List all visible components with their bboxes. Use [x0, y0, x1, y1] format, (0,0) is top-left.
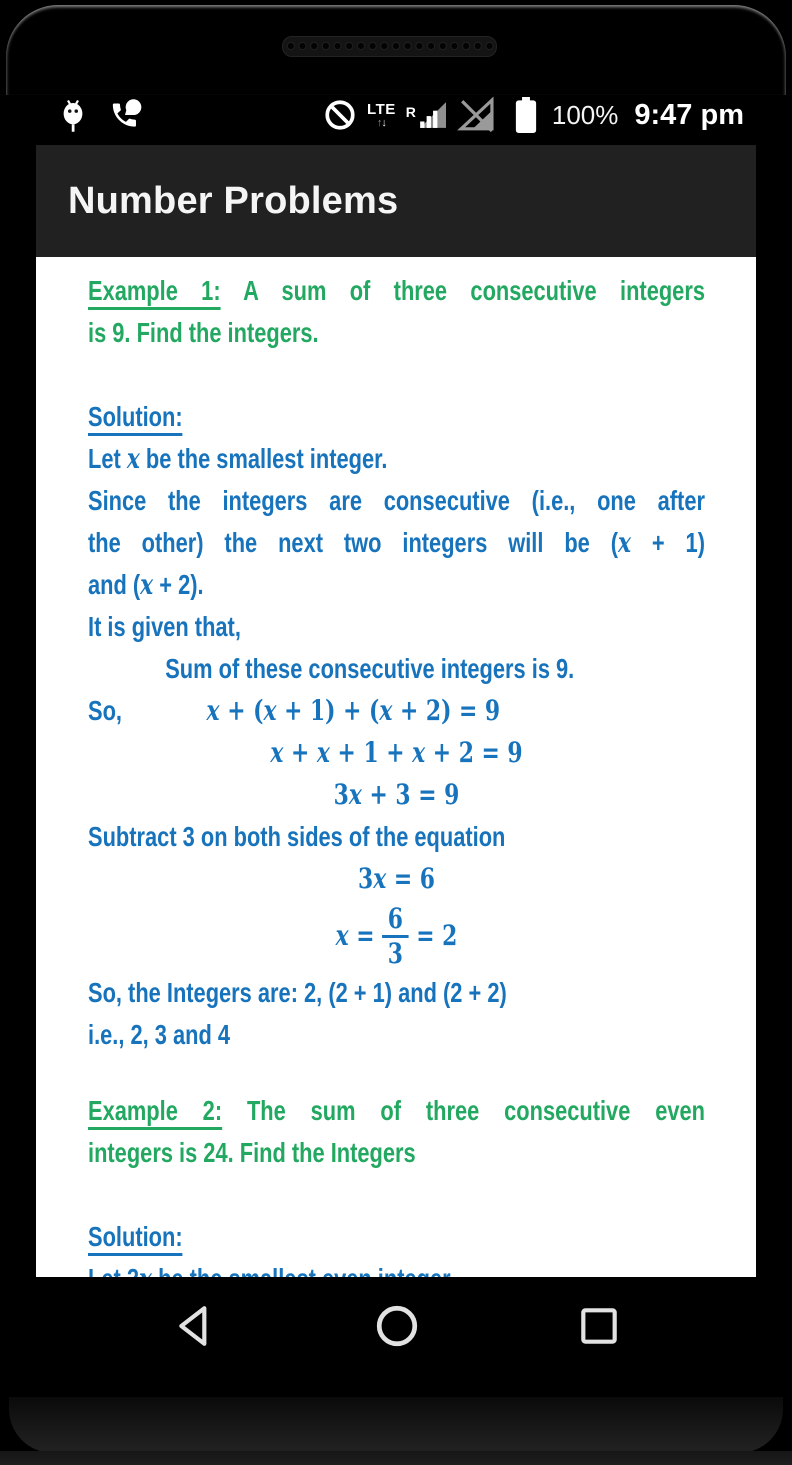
- example1-label: Example 1:: [88, 275, 221, 310]
- equation-fraction: [88, 900, 705, 972]
- example2-line1: Example 2: The sum of three consecutive even: [88, 1090, 705, 1132]
- status-bar: [36, 88, 756, 142]
- solution1-given-line: It is given that,: [88, 611, 241, 642]
- fraction-pre: x =: [335, 919, 375, 952]
- solution1-subtract-line: Subtract 3 on both sides of the equation: [88, 821, 506, 852]
- document-text: [88, 270, 705, 1300]
- solution1-since-line1: Since the integers are consecutive (i.e., one after: [88, 485, 705, 516]
- earpiece-speaker-grille: [282, 36, 497, 57]
- example2-line2: integers is 24. Find the Integers: [88, 1137, 416, 1168]
- example1-line2: is 9. Find the integers.: [88, 317, 319, 348]
- solution1-since-line2: the other) the next two integers will be (x + 1): [88, 526, 705, 559]
- example2-label: Example 2:: [88, 1095, 222, 1130]
- android-notification-icon: [58, 98, 88, 133]
- recents-button[interactable]: [576, 1303, 622, 1349]
- call-message-icon: [108, 98, 142, 132]
- phone-bottom-edge: [0, 1451, 792, 1465]
- battery-icon: [514, 97, 538, 133]
- blocked-icon: [323, 98, 357, 132]
- roaming-label: R: [405, 104, 416, 120]
- fraction-numerator: 6: [382, 903, 408, 938]
- so-label: So,: [88, 695, 122, 726]
- app-bar: [36, 145, 756, 257]
- equation-4: 3x = 6: [358, 862, 435, 895]
- back-button[interactable]: [174, 1303, 220, 1349]
- solution1-so-row: [88, 690, 705, 732]
- lte-label: LTE: [367, 100, 396, 118]
- roaming-signal-indicator: [406, 102, 446, 128]
- no-signal-icon: [456, 98, 496, 132]
- equation-3: 3x + 3 = 9: [333, 778, 460, 811]
- solution1-since-line3: and (x + 2).: [88, 568, 204, 601]
- solution1-integers-line: So, the Integers are: 2, (2 + 1) and (2 + 2): [88, 977, 507, 1008]
- solution1-let-line: Let x be the smallest integer.: [88, 442, 388, 475]
- page-title: Number Problems: [68, 179, 399, 222]
- status-bar-notifications: [58, 98, 142, 133]
- home-button[interactable]: [374, 1303, 420, 1349]
- fraction: [382, 903, 408, 970]
- clock: 9:47 pm: [634, 98, 744, 131]
- fraction-denominator: 3: [387, 936, 403, 970]
- battery-percent: 100%: [551, 99, 619, 130]
- document-scroll-area[interactable]: [36, 257, 756, 1277]
- solution1-heading: Solution:: [88, 396, 705, 438]
- equation-1: x + (x + 1) + (x + 2) = 9: [206, 694, 501, 727]
- equation-2: x + x + 1 + x + 2 = 9: [270, 736, 523, 769]
- status-bar-indicators: [323, 97, 744, 133]
- fraction-post: = 2: [416, 919, 458, 952]
- phone-chin: [9, 1397, 783, 1453]
- example1-line1: Example 1: A sum of three consecutive integers: [88, 270, 705, 312]
- lte-indicator: [367, 102, 396, 129]
- solution1-sum-line: Sum of these consecutive integers is 9.: [165, 653, 575, 684]
- navigation-bar: [36, 1277, 756, 1377]
- data-traffic-arrows-icon: ↑↓: [376, 116, 386, 129]
- solution2-heading: Solution:: [88, 1216, 705, 1258]
- solution1-ie-line: i.e., 2, 3 and 4: [88, 1019, 231, 1050]
- signal-strength-icon: [418, 102, 446, 128]
